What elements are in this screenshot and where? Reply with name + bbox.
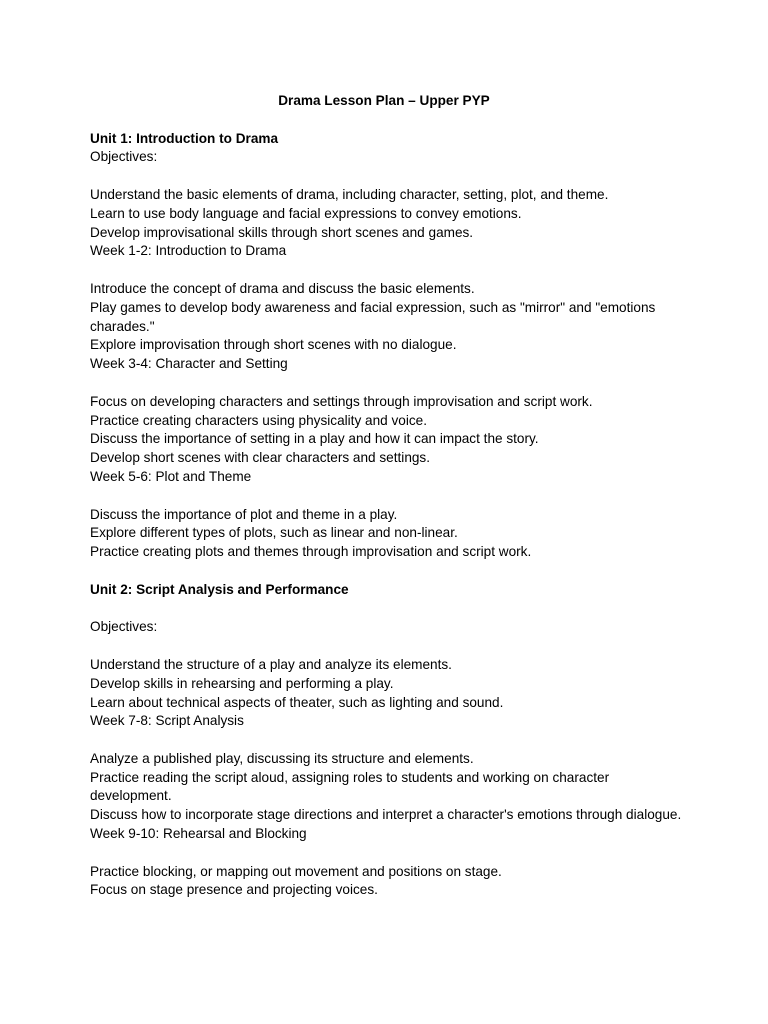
activity-item: Focus on developing characters and settings through improvisation and script work. [90, 393, 593, 409]
week-label: Week 3-4: Character and Setting [90, 356, 288, 372]
spacer [90, 637, 690, 656]
activity-item: Explore improvisation through short scenes with no dialogue. [90, 337, 457, 353]
activity-item: Practice creating plots and themes through improvisation and script work. [90, 544, 532, 560]
spacer [90, 562, 690, 581]
week-label: Week 9-10: Rehearsal and Blocking [90, 826, 307, 842]
spacer [90, 111, 690, 130]
spacer [90, 600, 690, 619]
objective-item: Learn to use body language and facial expressions to convey emotions. [90, 205, 522, 221]
activity-item: Discuss the importance of plot and theme in a play. [90, 506, 398, 522]
spacer [90, 487, 690, 506]
activity-item: Practice reading the script aloud, assigning roles to students and working on character development. [90, 769, 610, 804]
activity-item: Focus on stage presence and projecting voices. [90, 882, 378, 898]
spacer [90, 167, 690, 186]
objective-item: Understand the basic elements of drama, including character, setting, plot, and theme. [90, 186, 609, 202]
activity-item: Explore different types of plots, such as linear and non-linear. [90, 525, 458, 541]
unit-heading: Unit 2: Script Analysis and Performance [90, 581, 349, 597]
activity-item: Practice creating characters using physicality and voice. [90, 412, 427, 428]
unit-heading: Unit 1: Introduction to Drama [90, 130, 279, 146]
activity-item: Play games to develop body awareness and facial expression, such as "mirror" and "emotions charades." [90, 299, 656, 334]
spacer [90, 731, 690, 750]
activity-item: Discuss how to incorporate stage directions and interpret a character's emotions through dialogue. [90, 807, 682, 823]
objective-item: Learn about technical aspects of theater, such as lighting and sound. [90, 694, 504, 710]
objective-item: Develop improvisational skills through short scenes and games. [90, 224, 474, 240]
objective-item: Develop skills in rehearsing and performing a play. [90, 675, 394, 691]
activity-item: Analyze a published play, discussing its structure and elements. [90, 750, 474, 766]
activity-item: Introduce the concept of drama and discuss the basic elements. [90, 280, 475, 296]
document-body [90, 92, 690, 900]
week-label: Week 1-2: Introduction to Drama [90, 243, 287, 259]
objectives-label: Objectives: [90, 619, 158, 635]
activity-item: Develop short scenes with clear characters and settings. [90, 450, 431, 466]
week-label: Week 5-6: Plot and Theme [90, 468, 252, 484]
objectives-label: Objectives: [90, 149, 158, 165]
week-label: Week 7-8: Script Analysis [90, 713, 244, 729]
spacer [90, 844, 690, 863]
activity-item: Discuss the importance of setting in a play and how it can impact the story. [90, 431, 539, 447]
spacer [90, 374, 690, 393]
objective-item: Understand the structure of a play and analyze its elements. [90, 656, 452, 672]
spacer [90, 261, 690, 280]
document-title: Drama Lesson Plan – Upper PYP [278, 93, 490, 108]
activity-item: Practice blocking, or mapping out movement and positions on stage. [90, 863, 502, 879]
